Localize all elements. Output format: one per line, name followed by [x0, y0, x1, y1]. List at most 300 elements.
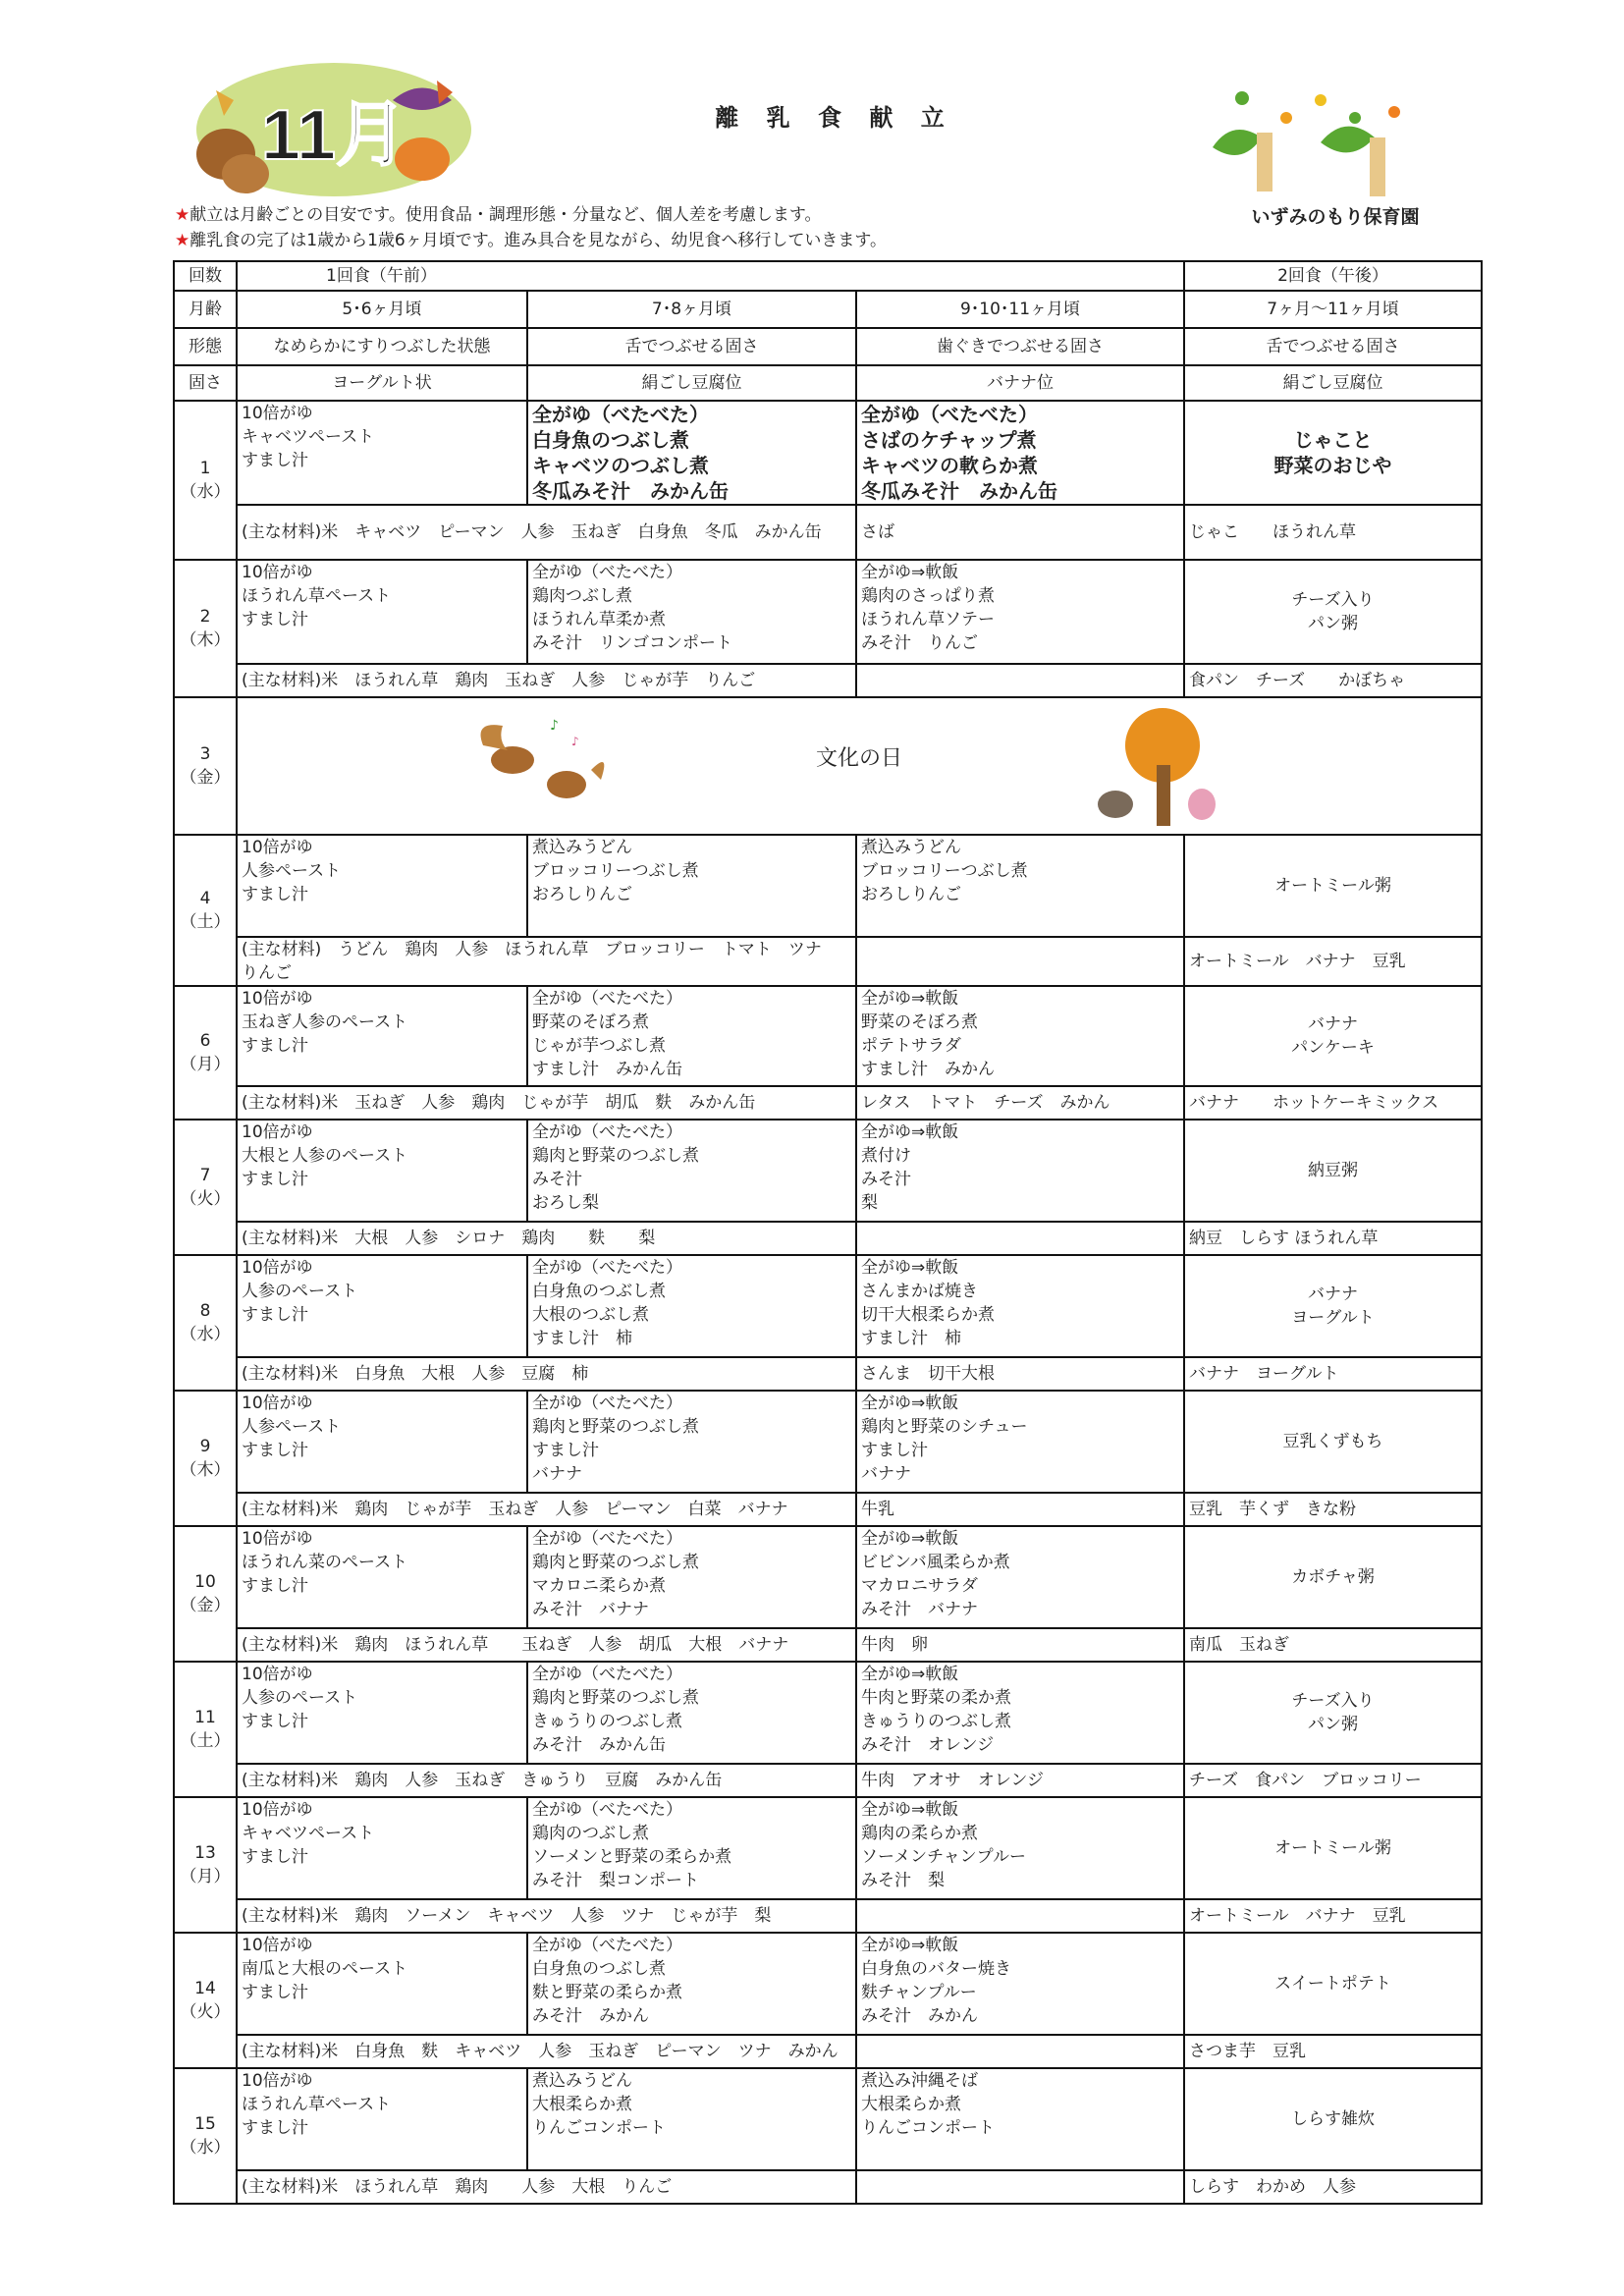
- day-of-week: （火）: [180, 2002, 231, 2022]
- holiday-name: 文化の日: [815, 746, 902, 771]
- menu-item: 麩と野菜の柔らか煮: [532, 1983, 682, 2002]
- menu-item: 大根柔らか煮: [861, 2095, 961, 2114]
- day-label: [174, 697, 237, 835]
- menu-item: じゃが芋つぶし煮: [532, 1036, 666, 1056]
- menu-item: 鶏肉と野菜のつぶし煮: [532, 1553, 699, 1572]
- menu-cell-c2: [527, 560, 856, 664]
- menu-item: 10倍がゆ: [242, 404, 313, 423]
- day-menu-row: [174, 1526, 1482, 1628]
- menu-item: 全がゆ⇒軟飯: [861, 989, 959, 1009]
- month-badge-illustration: [187, 61, 481, 198]
- menu-cell-c3: [856, 1391, 1184, 1493]
- ingredients-c3: さば: [856, 505, 1184, 560]
- ingredients-c4: さつま芋 豆乳: [1184, 2035, 1482, 2068]
- menu-item: すまし汁: [242, 610, 308, 629]
- menu-item: 大根柔らか煮: [532, 2095, 632, 2114]
- menu-item: キャベツのつぶし煮: [532, 454, 709, 477]
- menu-item: みそ汁 みかん缶: [532, 1735, 666, 1755]
- school-name: いずみのもり保育園: [1251, 206, 1420, 228]
- header-label: 回数: [174, 261, 237, 291]
- day-menu-row: [174, 986, 1482, 1086]
- menu-item: 大根のつぶし煮: [532, 1305, 649, 1325]
- menu-cell-c2: [527, 1662, 856, 1764]
- ingredients-row: [174, 1493, 1482, 1526]
- day-label: [174, 1797, 237, 1933]
- day-number: 11: [194, 1708, 216, 1727]
- menu-item: ブロッコリーつぶし煮: [532, 861, 699, 881]
- menu-cell-c3: [856, 1120, 1184, 1222]
- header-cell: 舌でつぶせる固さ: [1184, 328, 1482, 365]
- header-cell: 舌でつぶせる固さ: [527, 328, 856, 365]
- menu-cell-c3: [856, 1526, 1184, 1628]
- day-number: 1: [199, 459, 211, 478]
- header-label: 固さ: [174, 365, 237, 401]
- header-cell: 7ヶ月～11ヶ月頃: [1184, 291, 1482, 328]
- menu-item: 10倍がゆ: [242, 1800, 313, 1820]
- menu-cell-c2: [527, 835, 856, 937]
- ingredients-c4: チーズ 食パン ブロッコリー: [1184, 1764, 1482, 1797]
- day-number: 6: [199, 1031, 211, 1051]
- header-cell: 絹ごし豆腐位: [527, 365, 856, 401]
- menu-cell-c3: [856, 986, 1184, 1086]
- menu-item: パン粥: [1308, 614, 1358, 633]
- ingredients-main: (主な材料)米 白身魚 麩 キャベツ 人参 玉ねぎ ピーマン ツナ みかん: [237, 2035, 856, 2068]
- menu-item: ほうれん草柔か煮: [532, 610, 666, 629]
- menu-item: 鶏肉と野菜のつぶし煮: [532, 1688, 699, 1708]
- ingredients-c4: 食パン チーズ かぼちゃ: [1184, 664, 1482, 697]
- day-label: [174, 1526, 237, 1662]
- ingredients-row: [174, 2035, 1482, 2068]
- menu-cell-c1: [237, 1933, 527, 2035]
- menu-item: 全がゆ（べたべた）: [532, 989, 682, 1009]
- menu-item: 全がゆ⇒軟飯: [861, 1665, 959, 1684]
- day-of-week: （金）: [180, 1596, 231, 1615]
- ingredients-row: [174, 2170, 1482, 2204]
- menu-item: みそ汁: [861, 1170, 911, 1189]
- menu-cell-c2: [527, 1933, 856, 2035]
- ingredients-row: [174, 1086, 1482, 1120]
- day-number: 15: [194, 2114, 216, 2134]
- day-number: 4: [199, 889, 211, 908]
- header-cell: ヨーグルト状: [237, 365, 527, 401]
- menu-item: 鶏肉と野菜のシチュー: [861, 1417, 1028, 1437]
- ingredients-main: (主な材料)米 白身魚 大根 人参 豆腐 柿: [237, 1357, 856, 1391]
- day-label: [174, 1662, 237, 1797]
- menu-item: ブロッコリーつぶし煮: [861, 861, 1028, 881]
- menu-cell-c4: [1184, 1526, 1482, 1628]
- menu-item: 煮込みうどん: [532, 838, 632, 857]
- menu-item: 全がゆ（べたべた）: [532, 403, 709, 426]
- menu-cell-c4: [1184, 1662, 1482, 1764]
- menu-cell-c4: [1184, 560, 1482, 664]
- ingredients-c3: レタス トマト チーズ みかん: [856, 1086, 1184, 1120]
- menu-item: 10倍がゆ: [242, 2071, 313, 2091]
- menu-item: 冬瓜みそ汁 みかん缶: [532, 479, 729, 503]
- menu-cell-c4: [1184, 1391, 1482, 1493]
- menu-item: バナナ: [861, 1464, 911, 1484]
- menu-item: しらす雑炊: [1291, 2109, 1375, 2129]
- menu-cell-c1: [237, 1662, 527, 1764]
- menu-cell-c2: [527, 1391, 856, 1493]
- menu-item: 鶏肉と野菜のつぶし煮: [532, 1417, 699, 1437]
- menu-item: ほうれん草ソテー: [861, 610, 995, 629]
- menu-cell-c4: [1184, 2068, 1482, 2170]
- note-text: 離乳食の完了は1歳から1歳6ヶ月頃です。進み具合を見ながら、幼児食へ移行していきます。: [189, 231, 887, 250]
- ingredients-c4: バナナ ホットケーキミックス: [1184, 1086, 1482, 1120]
- menu-item: 野菜のそぼろ煮: [861, 1012, 978, 1032]
- ingredients-c3: 牛肉 卵: [856, 1628, 1184, 1662]
- menu-item: 野菜のそぼろ煮: [532, 1012, 649, 1032]
- day-menu-row: [174, 1391, 1482, 1493]
- menu-item: すまし汁: [242, 885, 308, 904]
- day-label: [174, 401, 237, 560]
- menu-cell-c1: [237, 1120, 527, 1222]
- ingredients-c3: 牛肉 アオサ オレンジ: [856, 1764, 1184, 1797]
- menu-cell-c3: [856, 1797, 1184, 1899]
- menu-cell-c2: [527, 1120, 856, 1222]
- menu-item: 全がゆ（べたべた）: [532, 1936, 682, 1955]
- day-of-week: （水）: [180, 482, 231, 502]
- day-of-week: （月）: [180, 1055, 231, 1074]
- menu-item: チーズ入り: [1291, 590, 1375, 610]
- menu-item: すまし汁: [532, 1441, 599, 1460]
- day-number: 2: [199, 607, 211, 627]
- menu-table: [173, 260, 1483, 2205]
- menu-item: ポテトサラダ: [861, 1036, 961, 1056]
- menu-item: 鶏肉と野菜のつぶし煮: [532, 1146, 699, 1166]
- menu-item: みそ汁 梨コンポート: [532, 1871, 699, 1890]
- menu-item: キャベツの軟らか煮: [861, 454, 1038, 477]
- menu-cell-c4: [1184, 1797, 1482, 1899]
- menu-item: 白身魚のバター焼き: [861, 1959, 1011, 1979]
- menu-cell-c2: [527, 2068, 856, 2170]
- day-number: 10: [194, 1572, 216, 1592]
- ingredients-row: [174, 1357, 1482, 1391]
- menu-item: 白身魚のつぶし煮: [532, 428, 689, 452]
- menu-cell-c1: [237, 1391, 527, 1493]
- menu-item: みそ汁 みかん: [861, 2006, 978, 2026]
- ingredients-row: [174, 937, 1482, 986]
- note-line: [175, 202, 887, 228]
- day-of-week: （木）: [180, 630, 231, 650]
- menu-item: 切干大根柔らか煮: [861, 1305, 995, 1325]
- ingredients-row: [174, 1222, 1482, 1255]
- ingredients-main: (主な材料)米 鶏肉 じゃが芋 玉ねぎ 人参 ピーマン 白菜 バナナ: [237, 1493, 856, 1526]
- day-of-week: （土）: [180, 912, 231, 932]
- holiday-cell: [237, 697, 1482, 835]
- menu-item: バナナ: [532, 1464, 582, 1484]
- menu-item: 10倍がゆ: [242, 1936, 313, 1955]
- ingredients-c4: オートミール バナナ 豆乳: [1184, 937, 1482, 986]
- header-row-age: [174, 291, 1482, 328]
- svg-text:♪: ♪: [571, 735, 579, 748]
- header-cell: 絹ごし豆腐位: [1184, 365, 1482, 401]
- menu-item: 全がゆ⇒軟飯: [861, 1800, 959, 1820]
- menu-item: 全がゆ⇒軟飯: [861, 1122, 959, 1142]
- ingredients-main: (主な材料)米 ほうれん草 鶏肉 人参 大根 りんご: [237, 2170, 856, 2204]
- menu-cell-c4: [1184, 1255, 1482, 1357]
- day-menu-row: [174, 401, 1482, 505]
- menu-item: 10倍がゆ: [242, 563, 313, 582]
- menu-item: バナナ: [1308, 1285, 1358, 1304]
- menu-item: ヨーグルト: [1291, 1308, 1375, 1328]
- ingredients-row: [174, 1764, 1482, 1797]
- menu-item: 10倍がゆ: [242, 1394, 313, 1413]
- note-line: [175, 228, 887, 253]
- menu-item: 全がゆ⇒軟飯: [861, 1936, 959, 1955]
- menu-item: さばのケチャップ煮: [861, 428, 1037, 452]
- day-label: [174, 560, 237, 697]
- header-cell: なめらかにすりつぶした状態: [237, 328, 527, 365]
- day-menu-row: [174, 1797, 1482, 1899]
- menu-item: すまし汁 みかん: [861, 1060, 995, 1079]
- ingredients-c3: [856, 1899, 1184, 1933]
- menu-item: パン粥: [1308, 1715, 1358, 1734]
- menu-item: 10倍がゆ: [242, 1665, 313, 1684]
- menu-item: バナナ: [1308, 1014, 1358, 1034]
- menu-item: すまし汁: [242, 2118, 308, 2138]
- menu-item: 全がゆ（べたべた）: [532, 1665, 682, 1684]
- menu-item: 全がゆ⇒軟飯: [861, 1394, 959, 1413]
- menu-cell-c4: [1184, 401, 1482, 505]
- menu-item: ほうれん草ペースト: [242, 586, 392, 606]
- day-label: [174, 1933, 237, 2068]
- day-label: [174, 1391, 237, 1526]
- day-number: 13: [194, 1843, 216, 1863]
- day-menu-row: [174, 2068, 1482, 2170]
- menu-item: すまし汁: [242, 1847, 308, 1867]
- menu-item: みそ汁: [532, 1170, 582, 1189]
- menu-cell-c1: [237, 1255, 527, 1357]
- menu-item: すまし汁: [242, 1712, 308, 1731]
- ingredients-c4: しらす わかめ 人参: [1184, 2170, 1482, 2204]
- menu-cell-c4: [1184, 986, 1482, 1086]
- menu-item: 玉ねぎ人参のペースト: [242, 1012, 408, 1032]
- menu-cell-c4: [1184, 1933, 1482, 2035]
- day-number: 8: [199, 1301, 211, 1321]
- menu-item: パンケーキ: [1291, 1038, 1375, 1058]
- menu-item: 牛肉と野菜の柔か煮: [861, 1688, 1011, 1708]
- day-label: [174, 1120, 237, 1255]
- menu-item: りんごコンポート: [532, 2118, 666, 2138]
- ingredients-main: (主な材料)米 玉ねぎ 人参 鶏肉 じゃが芋 胡瓜 麩 みかん缶: [237, 1086, 856, 1120]
- menu-item: 南瓜と大根のペースト: [242, 1959, 408, 1979]
- menu-item: 10倍がゆ: [242, 1258, 313, 1278]
- menu-item: 全がゆ⇒軟飯: [861, 1258, 959, 1278]
- ingredients-c4: 豆乳 芋くず きな粉: [1184, 1493, 1482, 1526]
- menu-item: すまし汁: [242, 1441, 308, 1460]
- day-menu-row: [174, 835, 1482, 937]
- menu-item: 10倍がゆ: [242, 838, 313, 857]
- day-of-week: （水）: [180, 2138, 231, 2158]
- day-label: [174, 986, 237, 1120]
- menu-item: みそ汁 みかん: [532, 2006, 649, 2026]
- menu-item: 煮込みうどん: [861, 838, 961, 857]
- menu-item: すまし汁: [861, 1441, 928, 1460]
- menu-item: 人参ペースト: [242, 1417, 342, 1437]
- menu-cell-c1: [237, 2068, 527, 2170]
- ingredients-c4: 納豆 しらす ほうれん草: [1184, 1222, 1482, 1255]
- menu-cell-c3: [856, 1933, 1184, 2035]
- header-row-form: [174, 328, 1482, 365]
- header-cell: 2回食（午後）: [1184, 261, 1482, 291]
- menu-cell-c2: [527, 1797, 856, 1899]
- ingredients-c3: [856, 937, 1184, 986]
- header-label: 月齢: [174, 291, 237, 328]
- header-row-hardness: [174, 365, 1482, 401]
- notes: [175, 202, 887, 253]
- menu-item: チーズ入り: [1291, 1691, 1375, 1711]
- menu-item: ソーメンチャンプルー: [861, 1847, 1026, 1867]
- menu-cell-c3: [856, 1662, 1184, 1764]
- ingredients-c3: 牛乳: [856, 1493, 1184, 1526]
- menu-item: ほうれん菜のペースト: [242, 1553, 408, 1572]
- ingredients-c3: [856, 2170, 1184, 2204]
- header-row-count: [174, 261, 1482, 291]
- ingredients-c3: さんま 切干大根: [856, 1357, 1184, 1391]
- menu-cell-c4: [1184, 1120, 1482, 1222]
- menu-item: 全がゆ（べたべた）: [532, 1258, 682, 1278]
- menu-item: 鶏肉のさっぱり煮: [861, 586, 995, 606]
- menu-item: 10倍がゆ: [242, 989, 313, 1009]
- menu-cell-c2: [527, 1526, 856, 1628]
- ingredients-main: (主な材料)米 ほうれん草 鶏肉 玉ねぎ 人参 じゃが芋 りんご: [237, 664, 856, 697]
- menu-item: みそ汁 梨: [861, 1871, 945, 1890]
- day-label: [174, 2068, 237, 2204]
- day-of-week: （土）: [180, 1731, 231, 1751]
- menu-item: きゅうりのつぶし煮: [532, 1712, 682, 1731]
- menu-item: 野菜のおじや: [1273, 454, 1392, 477]
- ingredients-main: (主な材料)米 鶏肉 ソーメン キャベツ 人参 ツナ じゃが芋 梨: [237, 1899, 856, 1933]
- day-of-week: （月）: [180, 1867, 231, 1886]
- menu-item: マカロニ柔らか煮: [532, 1576, 666, 1596]
- day-of-week: （火）: [180, 1189, 231, 1209]
- ingredients-c4: じゃこ ほうれん草: [1184, 505, 1482, 560]
- menu-item: 麩チャンプルー: [861, 1983, 977, 2002]
- star-icon: ★: [175, 205, 190, 225]
- menu-item: 全がゆ⇒軟飯: [861, 1529, 959, 1549]
- menu-item: 全がゆ（べたべた）: [532, 1800, 682, 1820]
- menu-cell-c1: [237, 1526, 527, 1628]
- menu-item: 人参ペースト: [242, 861, 342, 881]
- menu-item: すまし汁: [242, 1983, 308, 2002]
- menu-item: 人参のペースト: [242, 1282, 358, 1301]
- menu-cell-c1: [237, 560, 527, 664]
- menu-item: 鶏肉つぶし煮: [532, 586, 632, 606]
- header-cell: バナナ位: [856, 365, 1184, 401]
- day-menu-row: [174, 1662, 1482, 1764]
- menu-item: みそ汁 バナナ: [861, 1600, 978, 1619]
- ingredients-c4: 南瓜 玉ねぎ: [1184, 1628, 1482, 1662]
- day-menu-row: [174, 1933, 1482, 2035]
- header-label: 形態: [174, 328, 237, 365]
- header-cell: 1回食（午前）: [237, 261, 1184, 291]
- ingredients-c4: バナナ ヨーグルト: [1184, 1357, 1482, 1391]
- menu-cell-c3: [856, 2068, 1184, 2170]
- menu-cell-c3: [856, 835, 1184, 937]
- day-label: [174, 835, 237, 986]
- day-number: 14: [194, 1979, 216, 1998]
- day-menu-row: [174, 1255, 1482, 1357]
- ingredients-row: [174, 1899, 1482, 1933]
- menu-item: 全がゆ（べたべた）: [532, 1394, 682, 1413]
- menu-item: 納豆粥: [1308, 1161, 1358, 1180]
- menu-item: みそ汁 オレンジ: [861, 1735, 995, 1755]
- day-menu-row: [174, 560, 1482, 664]
- menu-item: おろしりんご: [532, 885, 632, 904]
- ingredients-c4: オートミール バナナ 豆乳: [1184, 1899, 1482, 1933]
- menu-item: スイートポテト: [1274, 1974, 1391, 1994]
- menu-item: みそ汁 バナナ: [532, 1600, 649, 1619]
- squirrels-illustration: [473, 716, 611, 814]
- autumn-tree-illustration: [1086, 706, 1223, 832]
- menu-item: みそ汁 リンゴコンポート: [532, 633, 732, 653]
- menu-item: 豆乳くずもち: [1282, 1432, 1383, 1451]
- menu-item: 白身魚のつぶし煮: [532, 1282, 666, 1301]
- menu-item: すまし汁: [242, 1305, 308, 1325]
- menu-item: 全がゆ（べたべた）: [532, 1122, 682, 1142]
- page-title: 離 乳 食 献 立: [715, 104, 954, 132]
- header-cell: 7･8ヶ月頃: [527, 291, 856, 328]
- menu-item: じゃこと: [1293, 428, 1373, 452]
- menu-item: 鶏肉のつぶし煮: [532, 1824, 649, 1843]
- menu-cell-c1: [237, 986, 527, 1086]
- menu-cell-c2: [527, 401, 856, 505]
- month-label: 11月: [260, 96, 407, 175]
- menu-item: すまし汁: [242, 1576, 308, 1596]
- menu-item: おろしりんご: [861, 885, 961, 904]
- menu-item: 冬瓜みそ汁 みかん缶: [861, 479, 1057, 503]
- menu-item: 10倍がゆ: [242, 1529, 313, 1549]
- ingredients-row: [174, 505, 1482, 560]
- day-number: 3: [199, 744, 211, 764]
- menu-item: すまし汁 柿: [861, 1329, 961, 1348]
- menu-item: 煮込みうどん: [532, 2071, 632, 2091]
- day-label: [174, 1255, 237, 1391]
- menu-item: 鶏肉の柔らか煮: [861, 1824, 978, 1843]
- menu-cell-c3: [856, 401, 1184, 505]
- menu-item: 10倍がゆ: [242, 1122, 313, 1142]
- menu-item: ほうれん草ペースト: [242, 2095, 392, 2114]
- ingredients-main: (主な材料) うどん 鶏肉 人参 ほうれん草 ブロッコリー トマト ツナ りんご: [237, 937, 856, 986]
- menu-item: きゅうりのつぶし煮: [861, 1712, 1011, 1731]
- menu-cell-c3: [856, 560, 1184, 664]
- menu-item: カボチャ粥: [1291, 1567, 1375, 1587]
- menu-item: 白身魚のつぶし煮: [532, 1959, 666, 1979]
- ingredients-row: [174, 664, 1482, 697]
- menu-item: 全がゆ（べたべた）: [532, 563, 682, 582]
- ingredients-main: (主な材料)米 鶏肉 人参 玉ねぎ きゅうり 豆腐 みかん缶: [237, 1764, 856, 1797]
- ingredients-c3: [856, 664, 1184, 697]
- holiday-row: [174, 697, 1482, 835]
- menu-item: キャベツペースト: [242, 427, 375, 447]
- menu-item: オートミール粥: [1274, 1838, 1391, 1858]
- menu-item: すまし汁: [242, 451, 308, 470]
- menu-cell-c3: [856, 1255, 1184, 1357]
- ingredients-main: (主な材料)米 キャベツ ピーマン 人参 玉ねぎ 白身魚 冬瓜 みかん缶: [237, 505, 856, 560]
- ingredients-row: [174, 1628, 1482, 1662]
- menu-item: ソーメンと野菜の柔らか煮: [532, 1847, 732, 1867]
- menu-item: 煮付け: [861, 1146, 911, 1166]
- menu-item: 大根と人参のペースト: [242, 1146, 408, 1166]
- menu-item: 煮込み沖縄そば: [861, 2071, 978, 2091]
- star-icon: ★: [175, 231, 190, 250]
- menu-item: 人参のペースト: [242, 1688, 358, 1708]
- menu-cell-c1: [237, 1797, 527, 1899]
- menu-cell-c1: [237, 401, 527, 505]
- menu-cell-c4: [1184, 835, 1482, 937]
- menu-cell-c1: [237, 835, 527, 937]
